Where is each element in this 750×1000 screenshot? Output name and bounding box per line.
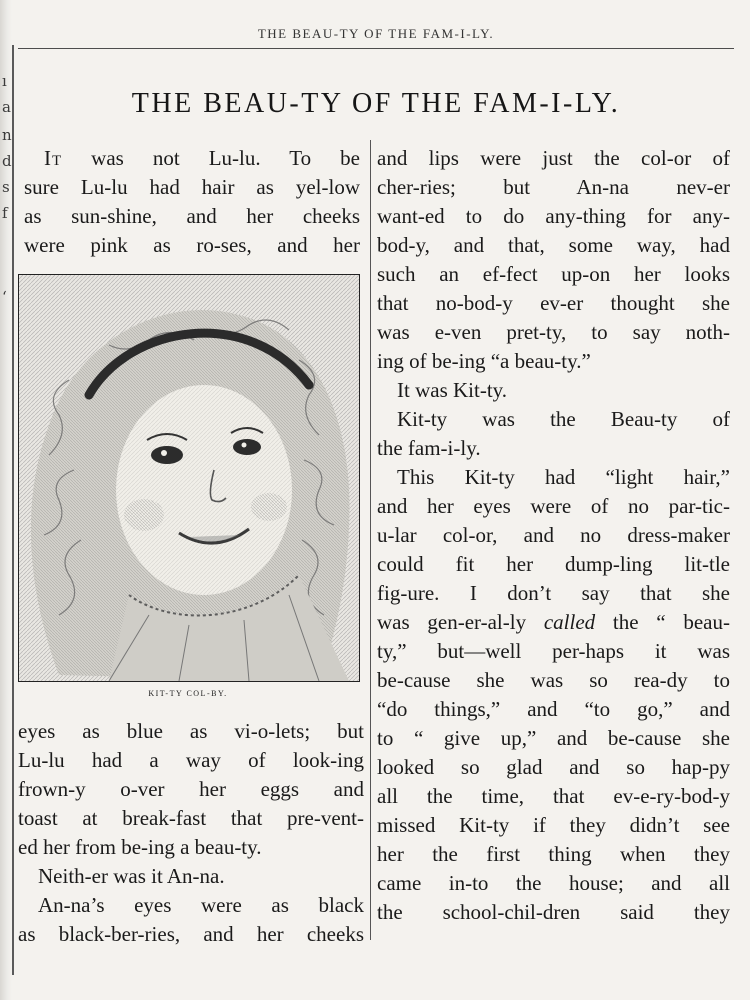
text-line: were pink as ro-ses, and her [24, 233, 360, 257]
text-line: looked so glad and so hap-py [377, 755, 730, 779]
text-line: such an ef-fect up-on her looks [377, 262, 730, 286]
text-line [24, 144, 360, 173]
text-line: bod-y, and that, some way, had [377, 233, 730, 257]
left-column-top-text [24, 144, 360, 260]
text-line: An-na’s eyes were as black [38, 893, 364, 917]
text-line [377, 608, 730, 637]
running-head-rule [18, 48, 734, 49]
text-line: ed her from be-ing a beau-ty. [18, 835, 262, 859]
binding-scrap-letter: ʻ [2, 288, 7, 306]
text-line: u-lar col-or, and no dress-maker [377, 523, 730, 547]
text-line: want-ed to do any-thing for any- [377, 204, 730, 228]
column-divider [370, 140, 371, 940]
chapter-title: THE BEAU-TY OF THE FAM-I-LY. [131, 88, 621, 119]
text-line: missed Kit-ty if they didn’t see [377, 813, 730, 837]
text-line: her the first thing when they [377, 842, 730, 866]
binding-scrap-letter: s [2, 178, 10, 196]
text-line-end: the “ beau- [595, 610, 730, 634]
text-line: Neith-er was it An-na. [38, 864, 225, 888]
text-line: the fam-i-ly. [377, 436, 481, 460]
binding-edge-line [12, 45, 14, 975]
engraving-illustration [18, 274, 360, 682]
kitty-portrait-image [19, 275, 359, 681]
text-line: and her eyes were of no par-tic- [377, 494, 730, 518]
text-line: and lips were just the col-or of [377, 146, 730, 170]
right-column-text [377, 144, 730, 927]
italic-word: called [543, 610, 596, 634]
left-column-bottom-text [18, 717, 364, 949]
text-line-start: was gen-er-al-ly [377, 610, 527, 634]
text-line-rest: was not Lu-lu. To be [62, 146, 360, 170]
text-line: could fit her dump-ling lit-tle [377, 552, 730, 576]
text-line: Kit-ty was the Beau-ty of [397, 407, 730, 431]
text-line: was e-ven pret-ty, to say noth- [377, 320, 730, 344]
binding-scrap-letter: a [2, 98, 11, 116]
page-binding [0, 0, 12, 1000]
text-line: as black-ber-ries, and her cheeks [18, 922, 364, 946]
text-line: It was Kit-ty. [397, 378, 508, 402]
text-line: frown-y o-ver her eggs and [18, 777, 364, 801]
text-line: be-cause she was so rea-dy to [377, 668, 730, 692]
text-line: sure Lu-lu had hair as yel-low [24, 175, 360, 199]
text-line: cher-ries; but An-na nev-er [377, 175, 730, 199]
text-line: to “ give up,” and be-cause she [377, 726, 730, 750]
text-line: fig-ure. I don’t say that she [377, 581, 730, 605]
binding-scrap-letter: f [2, 204, 8, 222]
text-line: This Kit-ty had “light hair,” [397, 465, 730, 489]
text-line: that no-bod-y ev-er thought she [377, 291, 730, 315]
drop-cap-word: It [44, 146, 63, 170]
text-line: as sun-shine, and her cheeks [24, 204, 360, 228]
text-line: came in-to the house; and all [377, 871, 730, 895]
running-head: THE BEAU-TY OF THE FAM-I-LY. [257, 26, 495, 41]
text-line: eyes as blue as vi-o-lets; but [18, 719, 364, 743]
text-line: ing of be-ing “a beau-ty.” [377, 349, 591, 373]
text-line: all the time, that ev-e-ry-bod-y [377, 784, 730, 808]
binding-scrap-letter: d [2, 152, 12, 170]
text-line: the school-chil-dren said they [377, 900, 730, 924]
illustration-caption: KIT-TY COL-BY. [148, 689, 228, 698]
text-line: toast at break-fast that pre-vent- [18, 806, 364, 830]
text-line: ty,” but—well per-haps it was [377, 639, 730, 663]
text-line: “do things,” and “to go,” and [377, 697, 730, 721]
binding-scrap-letter: ı [2, 72, 7, 90]
text-line: Lu-lu had a way of look-ing [18, 748, 364, 772]
binding-scrap-letter: n [2, 126, 12, 144]
